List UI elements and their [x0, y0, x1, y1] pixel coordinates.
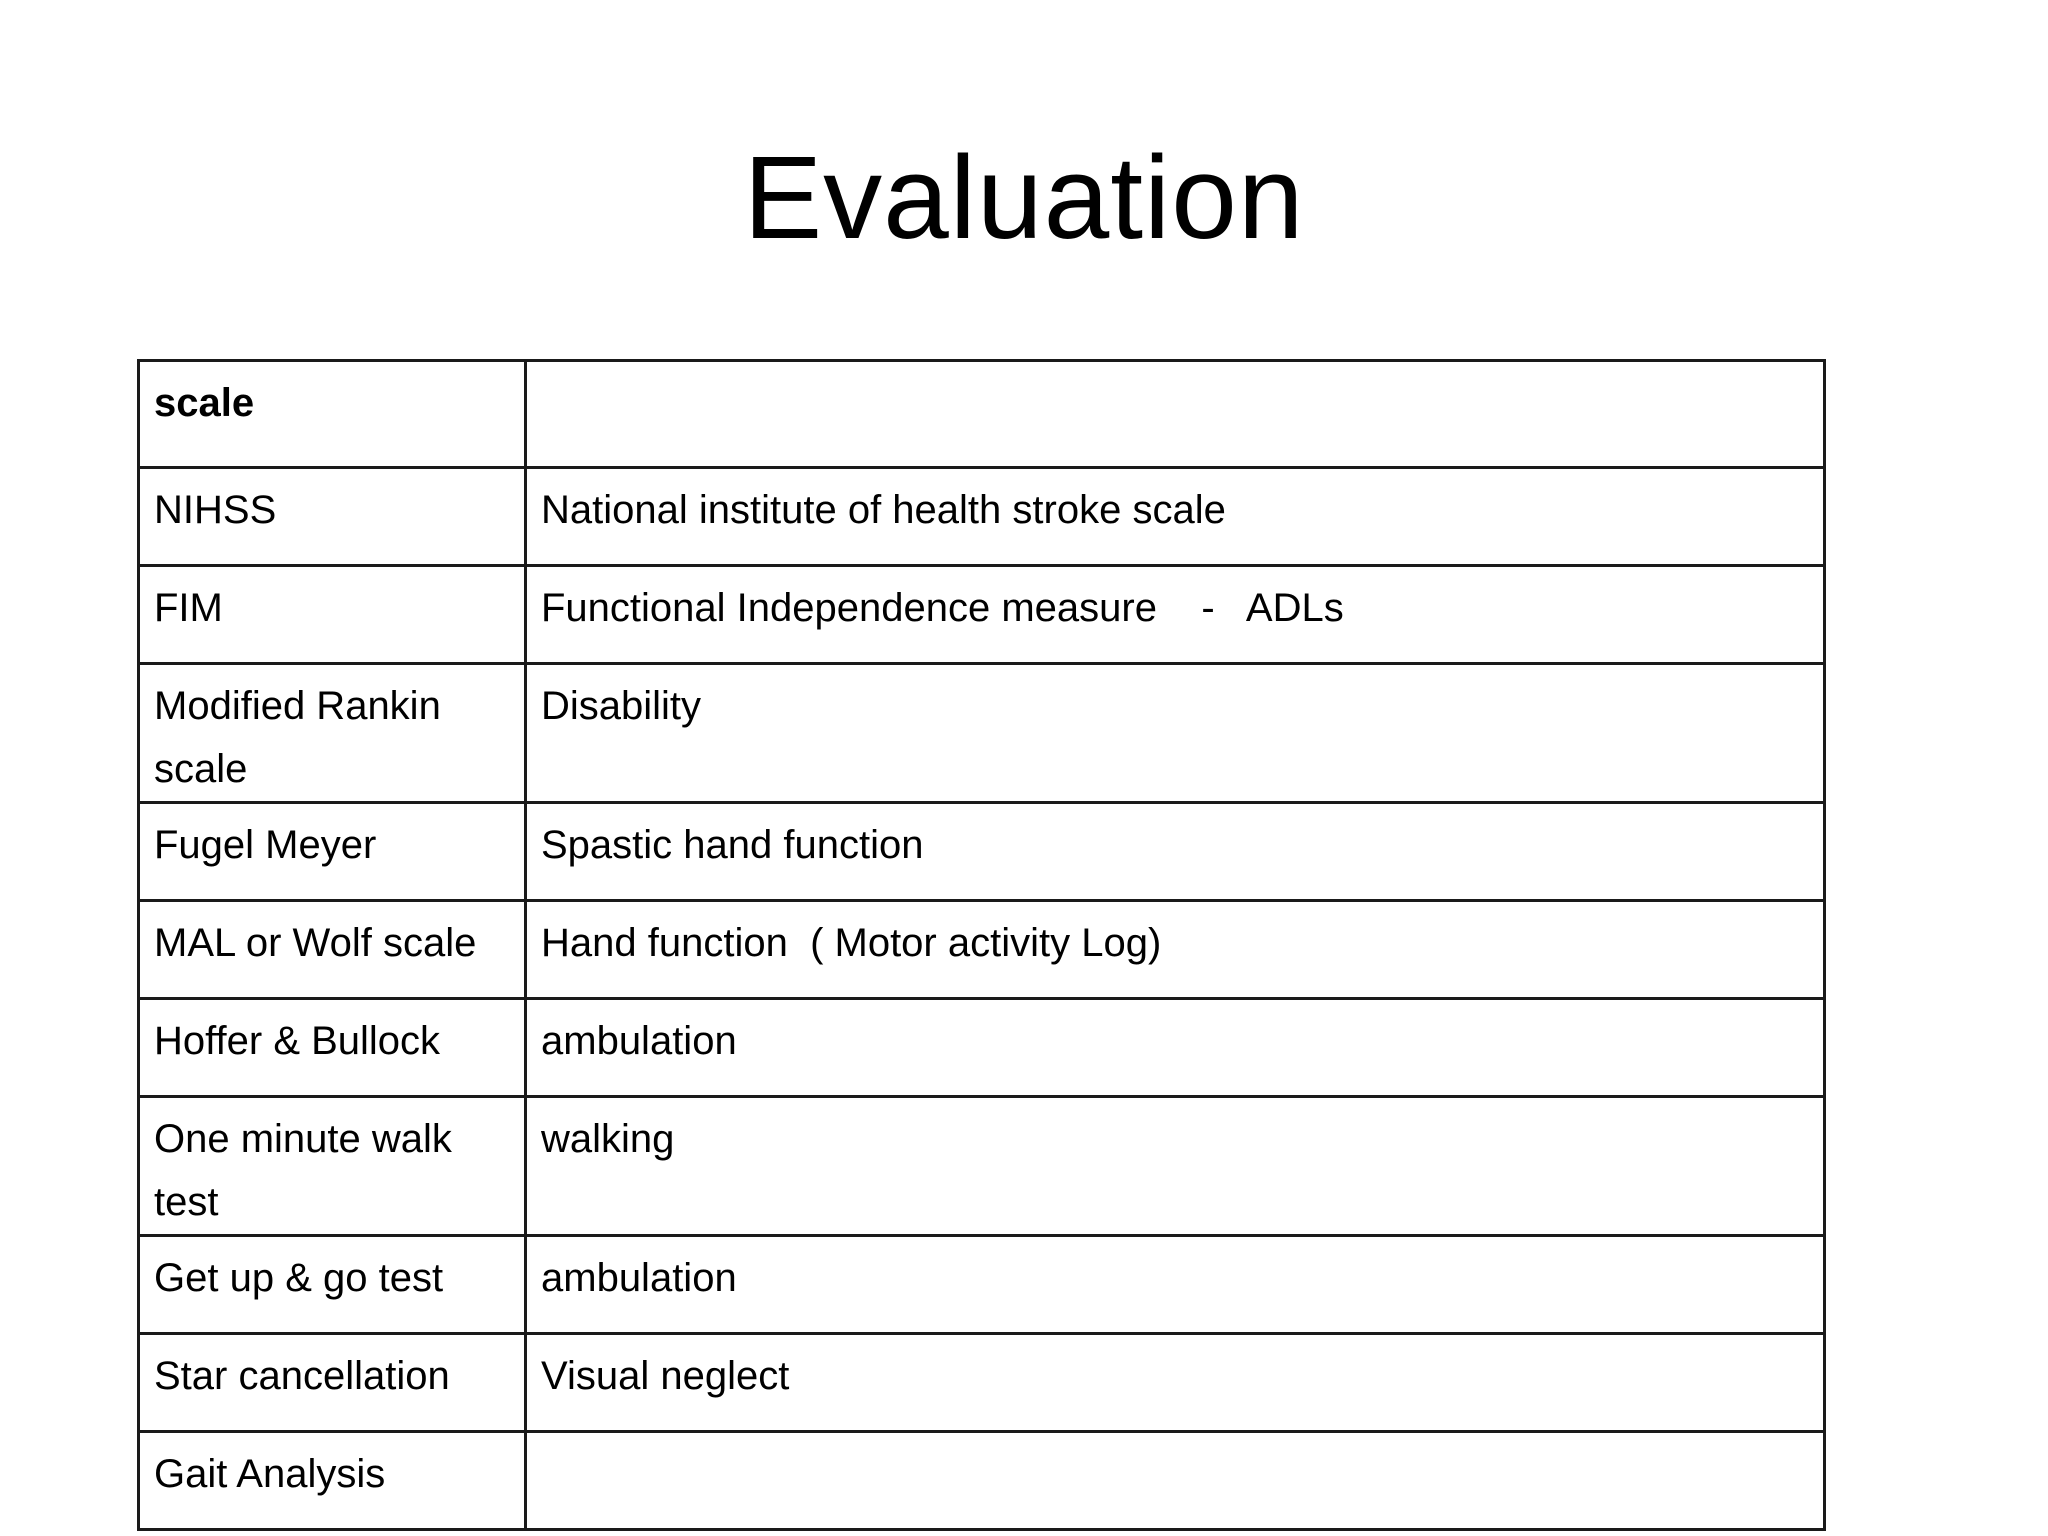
scale-cell: Hoffer & Bullock — [139, 999, 526, 1097]
description-cell: Functional Independence measure - ADLs — [526, 566, 1825, 664]
description-cell: Disability — [526, 664, 1825, 803]
table-row — [139, 1097, 1825, 1236]
description-cell: ambulation — [526, 1236, 1825, 1334]
description-cell: Spastic hand function — [526, 803, 1825, 901]
header-cell-scale: scale — [139, 361, 526, 468]
scale-cell: Get up & go test — [139, 1236, 526, 1334]
table-row — [139, 999, 1825, 1097]
evaluation-table — [137, 359, 1826, 1531]
scale-cell: Star cancellation — [139, 1334, 526, 1432]
scale-cell: FIM — [139, 566, 526, 664]
header-cell-description — [526, 361, 1825, 468]
scale-cell: One minute walk test — [139, 1097, 526, 1236]
description-cell — [526, 1432, 1825, 1530]
description-cell: National institute of health stroke scale — [526, 468, 1825, 566]
description-cell: Visual neglect — [526, 1334, 1825, 1432]
table-row — [139, 1334, 1825, 1432]
slide-title: Evaluation — [743, 132, 1305, 264]
scale-cell: Modified Rankin scale — [139, 664, 526, 803]
table-row — [139, 1432, 1825, 1530]
table-row — [139, 566, 1825, 664]
table-row — [139, 664, 1825, 803]
table-row — [139, 901, 1825, 999]
description-cell: Hand function ( Motor activity Log) — [526, 901, 1825, 999]
table-row — [139, 468, 1825, 566]
scale-cell: MAL or Wolf scale — [139, 901, 526, 999]
table-header-row — [139, 361, 1825, 468]
table-row — [139, 1236, 1825, 1334]
description-cell: ambulation — [526, 999, 1825, 1097]
table-row — [139, 803, 1825, 901]
description-cell: walking — [526, 1097, 1825, 1236]
scale-cell: NIHSS — [139, 468, 526, 566]
scale-cell: Gait Analysis — [139, 1432, 526, 1530]
scale-cell: Fugel Meyer — [139, 803, 526, 901]
